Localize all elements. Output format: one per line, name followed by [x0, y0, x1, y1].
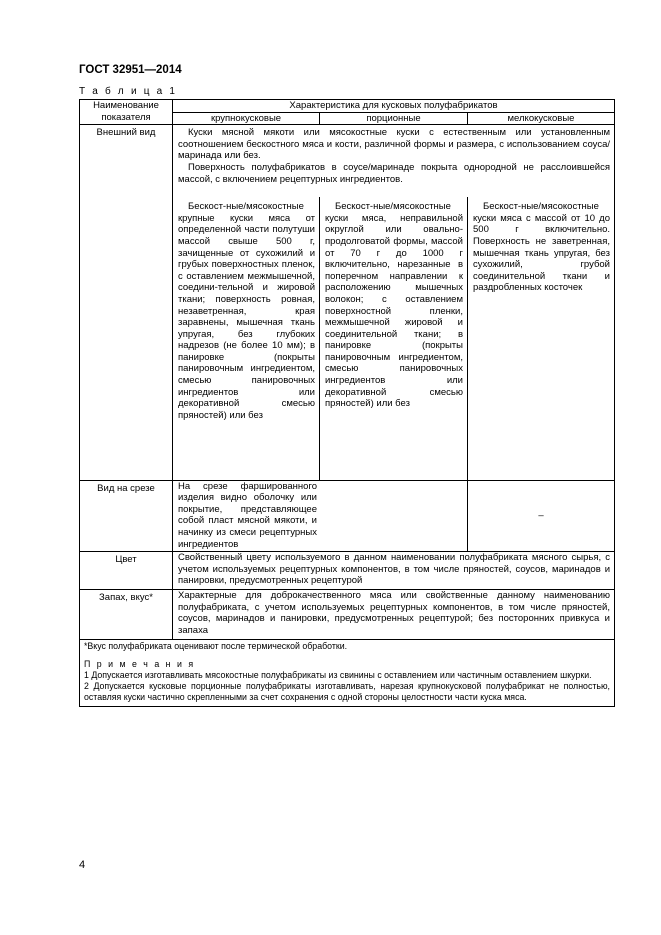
appearance-small: Бескост-ные/мясокостные куски мяса с массой от 10 до 500 г включительно. Поверхность не заветренная, мышечная ткань упругая, без сухожилий, грубой соединительной ткани и раздробленных косточек [468, 197, 615, 480]
footnote: *Вкус полуфабриката оценивают после термической обработки. [84, 641, 348, 652]
col-header-indicator: Наименование показателя [80, 100, 173, 125]
smell-text: Характерные для доброкачественного мяса или свойственные данному наименованию полуфабриката, с учетом используемых рецептурных компонентов, в том числе пряностей, соусов, маринадов и панировки, предусмотренных рецептурой; без посторонних привкуса и запаха [173, 590, 615, 640]
subheader-portion: порционные [320, 112, 468, 125]
row-label-color: Цвет [80, 552, 173, 590]
group-header: Характеристика для кусковых полуфабрикатов [173, 100, 615, 113]
row-label-cut: Вид на срезе [80, 480, 173, 552]
note-1: 1 Допускается изготавливать мясокостные полуфабрикаты из свинины с оставлением или частичным оставлением шкурки. [84, 670, 592, 681]
cut-text: На срезе фаршированного изделия видно оболочку или покрытие, представляющее собой пласт мясной мякоти, и начинку из смеси рецептурных ингредиентов [173, 480, 468, 552]
appearance-common [173, 125, 615, 197]
subheader-large: крупнокусковые [173, 112, 320, 125]
row-label-smell: Запах, вкус* [80, 590, 173, 640]
subheader-small: мелкокусковые [468, 112, 615, 125]
footnote-and-notes [80, 640, 615, 707]
appearance-portion: Бескост-ные/мясокостные куски мяса, неправильной округлой или овально-продолговатой формы, массой от 70 г до 1000 г включительно, нарезанные в поперечном направлении к расположению мышечных волокон; с оставлением поверхностной пленки, межмышечной жировой и соединительной ткани; в панировке (покрыты панировочным ингредиентом, смесью панировочных ингредиентов или декоративной смесью пряностей) или без [320, 197, 468, 480]
cut-small-dash: – [468, 480, 615, 552]
row-label-appearance: Внешний вид [80, 125, 173, 480]
page-number: 4 [79, 859, 86, 871]
standard-header: ГОСТ 32951—2014 [79, 64, 182, 76]
note-2: 2 Допускается кусковые порционные полуфабрикаты изготавливать, нарезая крупнокусковой полуфабрикат не полностью, оставляя куски частично скрепленными за счет сохранения с одной стороны целостности части куска мяса. [84, 681, 610, 703]
appearance-common-p1: Куски мясной мякоти или мясокостные куски с естественным или установленным соотношением бескостного мяса и кости, различной формы и размера, с использованием соуса/маринада или без. [178, 127, 610, 162]
appearance-common-p2: Поверхность полуфабрикатов в соусе/маринаде покрыта однородной не расслоившейся массой, с включением рецептурных ингредиентов. [178, 161, 610, 185]
notes-title: П р и м е ч а н и я [84, 659, 196, 670]
characteristics-table [79, 99, 615, 707]
color-text: Свойственный цвету используемого в данном наименовании полуфабриката мясного сырья, с учетом используемых рецептурных компонентов, в том числе пряностей, соусов, маринадов и панировки, предусмотренных рецептурой [173, 552, 615, 590]
appearance-large: Бескост-ные/мясокостные крупные куски мяса от определенной части полутуши массой свыше 500 г, зачищенные от сухожилий и грубых поверхностных пленок, с оставлением межмышечной, соедини-тельной и жировой ткани; поверхность ровная, незаветренная, края заравнены, мышечная ткань упругая, без глубоких надрезов (не более 10 мм); в панировке (покрыты панировочным ингредиентом, смесью панировочных ингредиентов или декоративной смесью пряностей) или без [173, 197, 320, 480]
table-caption: Т а б л и ц а 1 [79, 86, 178, 97]
